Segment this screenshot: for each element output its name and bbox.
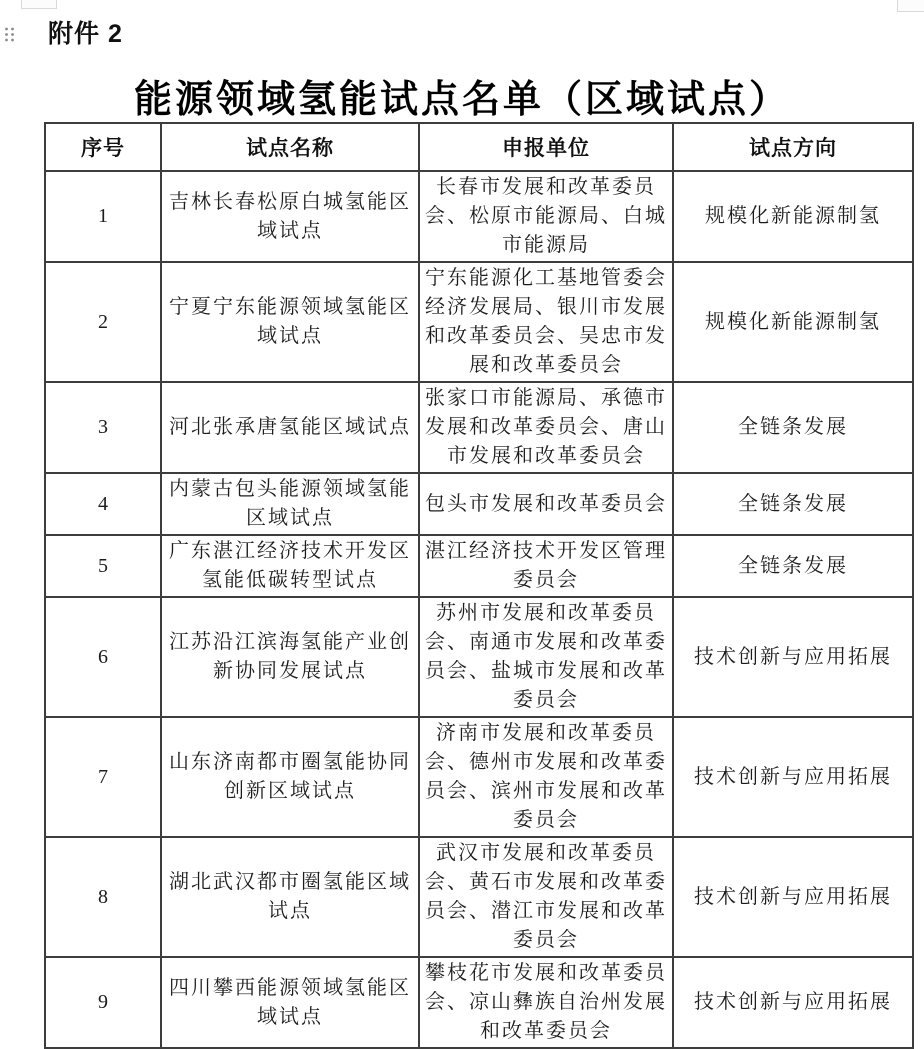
cell-applicant: 攀枝花市发展和改革委员会、凉山彝族自治州发展和改革委员会 [419,957,673,1048]
cell-direction: 技术创新与应用拓展 [673,837,913,957]
cell-no: 1 [45,171,161,262]
cell-direction: 规模化新能源制氢 [673,262,913,382]
cell-name: 山东济南都市圈氢能协同创新区域试点 [161,717,419,837]
cell-applicant: 长春市发展和改革委员会、松原市能源局、白城市能源局 [419,171,673,262]
col-header-name: 试点名称 [161,123,419,171]
cell-direction: 全链条发展 [673,473,913,535]
table-row [45,597,913,717]
cell-direction: 技术创新与应用拓展 [673,597,913,717]
col-header-direction: 试点方向 [673,123,913,171]
table-row [45,957,913,1048]
table-row [45,717,913,837]
cell-direction: 技术创新与应用拓展 [673,957,913,1048]
col-header-applicant: 申报单位 [419,123,673,171]
cell-name: 内蒙古包头能源领域氢能区域试点 [161,473,419,535]
cell-applicant: 张家口市能源局、承德市发展和改革委员会、唐山市发展和改革委员会 [419,382,673,473]
top-cropped-element-right [897,0,924,12]
table-row [45,837,913,957]
cell-name: 吉林长春松原白城氢能区域试点 [161,171,419,262]
cell-applicant: 宁东能源化工基地管委会经济发展局、银川市发展和改革委员会、吴忠市发展和改革委员会 [419,262,673,382]
table-row [45,171,913,262]
cell-direction: 全链条发展 [673,535,913,597]
cell-no: 3 [45,382,161,473]
table-row [45,382,913,473]
cell-applicant: 湛江经济技术开发区管理委员会 [419,535,673,597]
table-row [45,535,913,597]
cell-no: 7 [45,717,161,837]
cell-name: 宁夏宁东能源领域氢能区域试点 [161,262,419,382]
header-row [45,123,913,171]
cell-no: 8 [45,837,161,957]
cell-no: 9 [45,957,161,1048]
cell-applicant: 苏州市发展和改革委员会、南通市发展和改革委员会、盐城市发展和改革委员会 [419,597,673,717]
table-row [45,473,913,535]
cell-applicant: 济南市发展和改革委员会、德州市发展和改革委员会、滨州市发展和改革委员会 [419,717,673,837]
cell-name: 江苏沿江滨海氢能产业创新协同发展试点 [161,597,419,717]
cell-no: 5 [45,535,161,597]
pilot-table [44,122,914,1049]
cell-name: 广东湛江经济技术开发区氢能低碳转型试点 [161,535,419,597]
page-title: 能源领域氢能试点名单（区域试点） [133,76,790,121]
attachment-label: 附件 2 [48,20,123,48]
cell-direction: 全链条发展 [673,382,913,473]
cell-no: 6 [45,597,161,717]
cell-name: 湖北武汉都市圈氢能区域试点 [161,837,419,957]
drag-handle-icon[interactable] [4,27,15,42]
cell-no: 2 [45,262,161,382]
cell-no: 4 [45,473,161,535]
cell-name: 四川攀西能源领域氢能区域试点 [161,957,419,1048]
table-body [45,171,913,1048]
cell-direction: 规模化新能源制氢 [673,171,913,262]
table-header [45,123,913,171]
cell-applicant: 包头市发展和改革委员会 [419,473,673,535]
top-cropped-element-left [21,0,57,9]
col-header-no: 序号 [45,123,161,171]
cell-direction: 技术创新与应用拓展 [673,717,913,837]
table-row [45,262,913,382]
cell-name: 河北张承唐氢能区域试点 [161,382,419,473]
cell-applicant: 武汉市发展和改革委员会、黄石市发展和改革委员会、潜江市发展和改革委员会 [419,837,673,957]
